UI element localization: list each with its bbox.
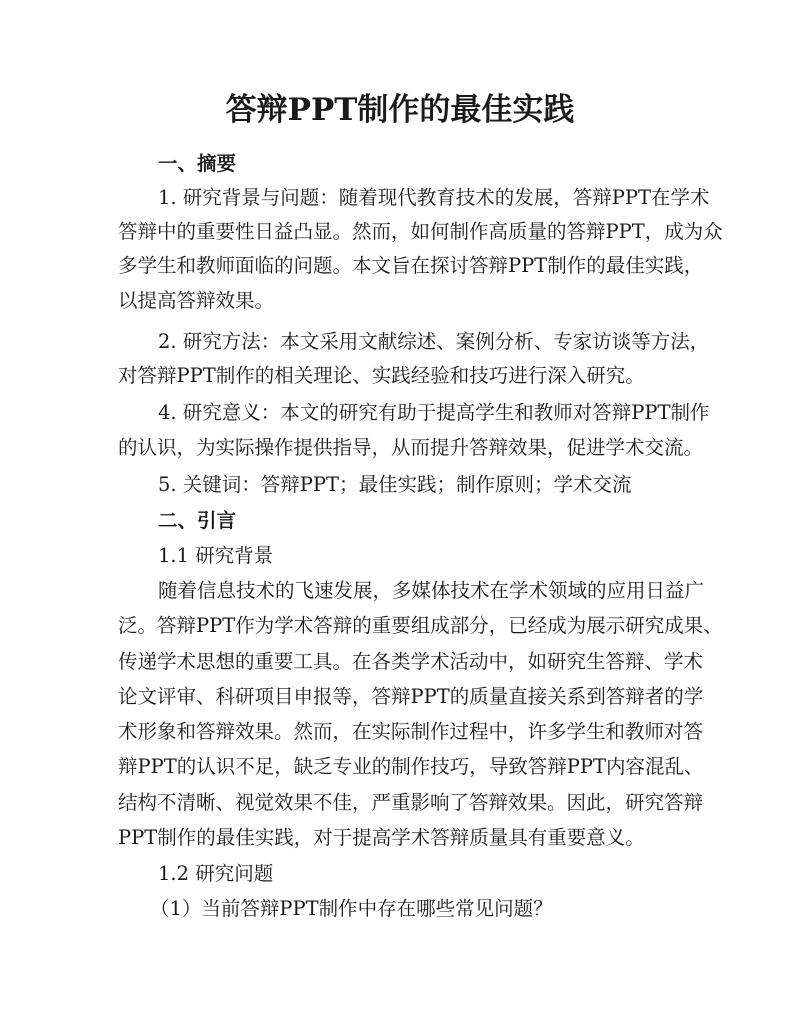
subsection-heading-background: 1.1 研究背景 xyxy=(158,544,274,567)
paragraph-line: 辩PPT的认识不足，缺乏专业的制作技巧，导致答辩PPT内容混乱、 xyxy=(118,755,704,778)
paragraph-line: 泛。答辩PPT作为学术答辩的重要组成部分，已经成为展示研究成果、 xyxy=(118,614,723,637)
paragraph-line: 传递学术思想的重要工具。在各类学术活动中，如研究生答辩、学术 xyxy=(118,650,704,673)
paragraph-line: 结构不清晰、视觉效果不佳，严重影响了答辩效果。因此，研究答辩 xyxy=(118,791,704,814)
paragraph-line: 4. 研究意义：本文的研究有助于提高学生和教师对答辩PPT制作 xyxy=(158,401,710,424)
paragraph-line: 答辩中的重要性日益凸显。然而，如何制作高质量的答辩PPT，成为众 xyxy=(118,220,723,243)
paragraph-line: 2. 研究方法：本文采用文献综述、案例分析、专家访谈等方法， xyxy=(158,330,710,353)
section-heading-abstract: 一、摘要 xyxy=(158,152,237,175)
paragraph-line: 对答辩PPT制作的相关理论、实践经验和技巧进行深入研究。 xyxy=(118,364,645,387)
subsection-heading-questions: 1.2 研究问题 xyxy=(158,862,274,885)
paragraph-line: 1. 研究背景与问题：随着现代教育技术的发展，答辩PPT在学术 xyxy=(158,186,710,209)
paragraph-line: 论文评审、科研项目申报等，答辩PPT的质量直接关系到答辩者的学 xyxy=(118,685,704,708)
question-item: （1）当前答辩PPT制作中存在哪些常见问题？ xyxy=(150,897,553,920)
document-title: 答辩PPT制作的最佳实践 xyxy=(225,92,575,128)
paragraph-line: 随着信息技术的飞速发展，多媒体技术在学术领域的应用日益广 xyxy=(158,579,705,602)
paragraph-line: 多学生和教师面临的问题。本文旨在探讨答辩PPT制作的最佳实践， xyxy=(118,254,704,277)
paragraph-line: PPT制作的最佳实践，对于提高学术答辩质量具有重要意义。 xyxy=(118,826,645,849)
paragraph-line: 的认识，为实际操作提供指导，从而提升答辩效果，促进学术交流。 xyxy=(118,436,704,459)
keywords-line: 5. 关键词：答辩PPT；最佳实践；制作原则；学术交流 xyxy=(158,473,632,496)
section-heading-introduction: 二、引言 xyxy=(158,509,237,532)
paragraph-line: 术形象和答辩效果。然而，在实际制作过程中，许多学生和教师对答 xyxy=(118,720,704,743)
paragraph-line: 以提高答辩效果。 xyxy=(118,289,275,312)
